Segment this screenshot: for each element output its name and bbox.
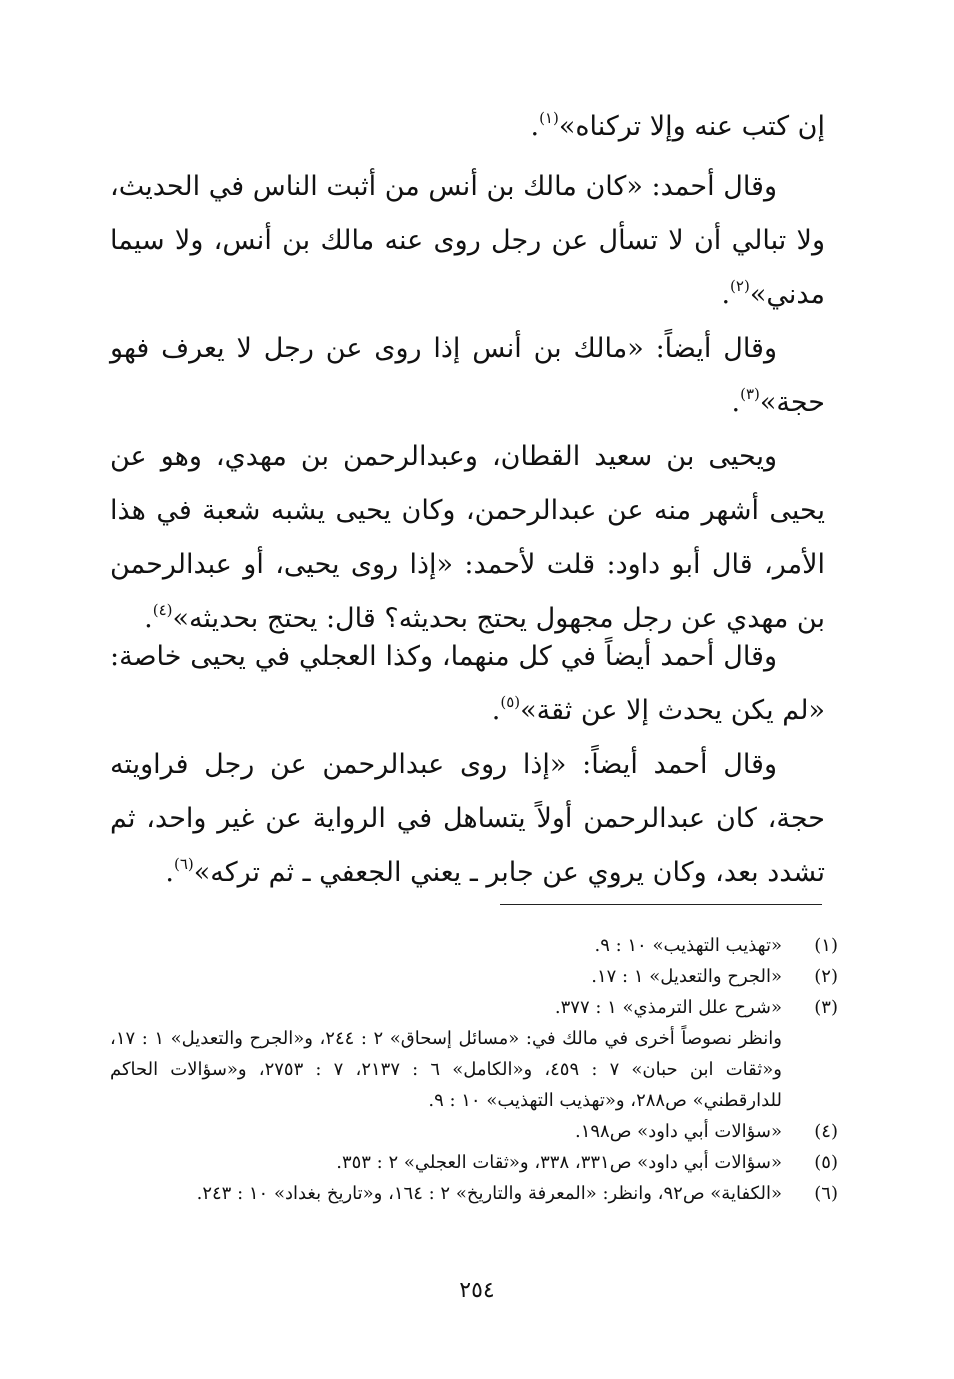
footnote-number: (٤) [814,1121,838,1142]
paragraph-2: وقال أحمد: «كان مالك بن أنس من أثبت الناس في الحديث، ولا تبالي أن لا تسأل عن رجل روى عنه مالك بن أنس، ولا سيما مدني»$^{(٢)}$. [110,171,825,310]
footnote-6 [110,1178,838,1209]
paragraph-text: ويحيى بن سعيد القطان، وعبدالرحمن بن مهدي، وهو عن يحيى أشهر منه عن عبدالرحمن، وكان يحيى يشبه شعبة في هذا الأمر، قال أبو داود: قلت لأحمد: «إذا روى يحيى، أو عبدالرحمن بن مهدي عن رجل مجهول يحتج بحديثه؟ قال: يحتج بحديثه» [110,441,825,634]
footnote-text: «تهذيب التهذيب» ١٠ : ٩. [594,935,782,956]
footnote-number: (٦) [814,1183,838,1204]
paragraph-4: ويحيى بن سعيد القطان، وعبدالرحمن بن مهدي، وهو عن يحيى أشهر منه عن عبدالرحمن، وكان يحيى يشبه شعبة في هذا الأمر، قال أبو داود: قلت لأحمد: «إذا روى يحيى، أو عبدالرحمن بن مهدي عن رجل مجهول يحتج بحديثه؟ قال: يحتج بحديثه»$^{(٤)}$. [110,441,825,634]
paragraph-1: إن كتب عنه وإلا تركناه»$^{(١)}$. [530,109,825,142]
footnote-number: (٥) [814,1152,838,1173]
footnote-ref-4: (٤) [152,601,173,619]
footnote-ref-1: (١) [539,109,559,127]
footnote-number: (٢) [814,966,838,987]
footnotes [110,930,838,1209]
paragraph-text: وقال أحمد أيضاً: «إذا روى عبدالرحمن عن رجل فراويته حجة، كان عبدالرحمن أولاً يتساهل في الرواية عن غير واحد، ثم تشدد بعد، وكان يروي عن جابر ـ يعني الجعفي ـ ثم تركه» [110,749,825,888]
footnote-4 [110,1116,838,1147]
paragraph-5: وقال أحمد أيضاً في كل منهما، وكذا العجلي في يحيى خاصة: «لم يكن يحدث إلا عن ثقة»$^{(٥)}$. [110,641,825,726]
paragraph-text: إن كتب عنه وإلا تركناه» [558,111,825,142]
footnote-ref-6: (٦) [173,855,194,873]
footnote-1 [110,930,838,961]
paragraph-text: وقال أحمد: «كان مالك بن أنس من أثبت الناس في الحديث، ولا تبالي أن لا تسأل عن رجل روى عنه مالك بن أنس، ولا سيما مدني» [110,171,825,310]
paragraph-text: وقال أحمد أيضاً في كل منهما، وكذا العجلي في يحيى خاصة: «لم يكن يحدث إلا عن ثقة» [110,641,825,726]
footnote-text: «الجرح والتعديل» ١ : ١٧. [591,966,782,987]
paragraph-3: وقال أيضاً: «مالك بن أنس إذا روى عن رجل لا يعرف فهو حجة»$^{(٣)}$. [110,333,825,418]
footnote-text: «سؤالات أبي داود» ص١٩٨. [574,1121,782,1142]
footnote-2 [110,961,838,992]
footnote-ref-5: (٥) [500,693,521,711]
footnote-separator [500,904,822,905]
footnote-text: «شرح علل الترمذي» ١ : ٣٧٧. [554,997,782,1018]
footnote-ref-3: (٣) [740,385,760,403]
footnote-text: «الكفاية» ص٩٢، وانظر: «المعرفة والتاريخ» ٢ : ١٦٤، و«تاريخ بغداد» ١٠ : ٢٤٣. [196,1183,782,1204]
page-number: ٢٥٤ [459,1278,495,1303]
footnote-text: «سؤالات أبي داود» ص٣٣١، ٣٣٨، و«ثقات العجلي» ٢ : ٣٥٣. [336,1152,782,1173]
paragraph-text: وقال أيضاً: «مالك بن أنس إذا روى عن رجل لا يعرف فهو حجة» [110,333,825,418]
footnote-ref-2: (٢) [730,277,750,295]
footnote-3 [110,992,838,1023]
footnote-5 [110,1147,838,1178]
footnote-number: (٣) [814,997,838,1018]
footnote-3-continuation: وانظر نصوصاً أخرى في مالك في: «مسائل إسحاق» ٢ : ٢٤٤، و«الجرح والتعديل» ١ : ١٧، و«ثقات ابن حبان» ٧ : ٤٥٩، و«الكامل» ٦ : ٢١٣٧، ٧ : ٢٧٥٣، و«سؤالات الحاكم للدارقطني» ص٢٨٨، و«تهذيب التهذيب» ١٠ : ٩. [110,1028,783,1111]
footnote-number: (١) [814,935,838,956]
paragraph-6: وقال أحمد أيضاً: «إذا روى عبدالرحمن عن رجل فراويته حجة، كان عبدالرحمن أولاً يتساهل في الرواية عن غير واحد، ثم تشدد بعد، وكان يروي عن جابر ـ يعني الجعفي ـ ثم تركه»$^{(٦)}$. [110,749,825,888]
